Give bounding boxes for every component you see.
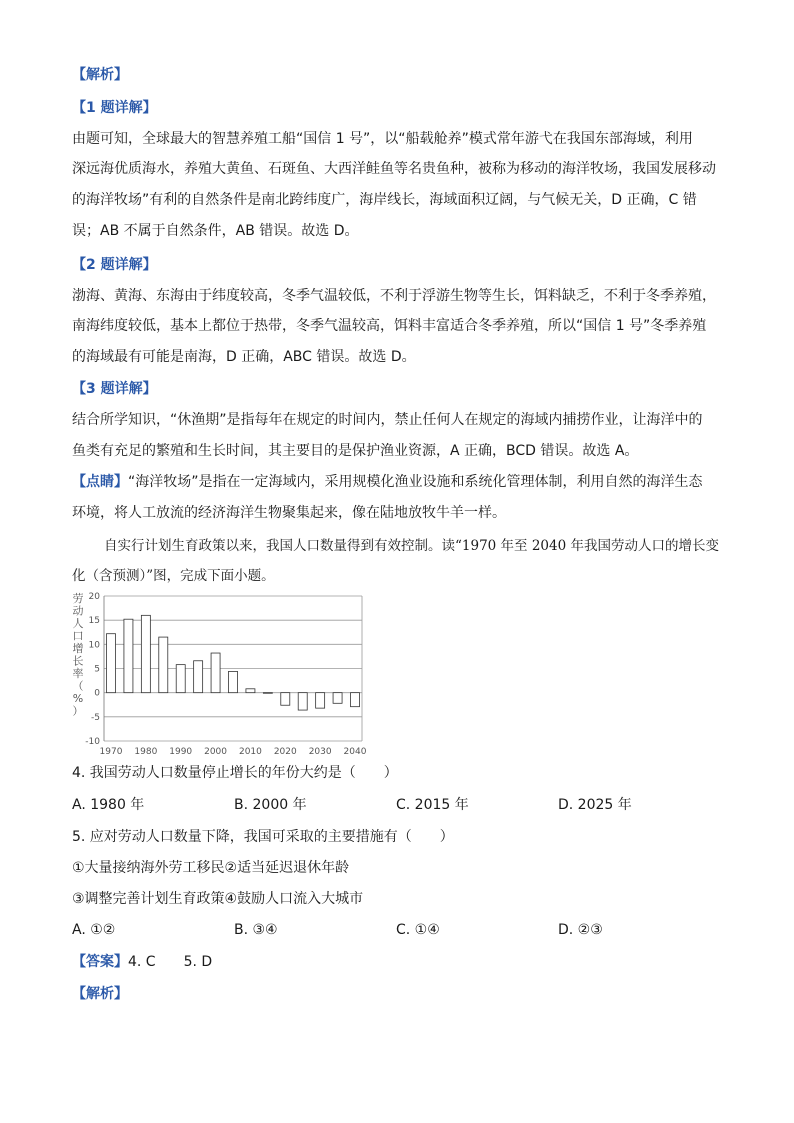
x-tick-label: 2040 xyxy=(343,747,367,757)
bar xyxy=(176,665,185,693)
y-axis-label-char: ） xyxy=(72,704,84,718)
q5-option-a: A. ①② xyxy=(72,922,116,938)
q1-detail-title: 【1 题详解】 xyxy=(72,100,157,116)
analysis-heading: 【解析】 xyxy=(72,67,128,83)
q4-option-d: D. 2025 年 xyxy=(558,797,632,813)
q4-option-b: B. 2000 年 xyxy=(234,797,307,813)
x-tick-label: 1980 xyxy=(134,747,158,757)
analysis-heading-2: 【解析】 xyxy=(72,986,128,1002)
labor-population-growth-chart xyxy=(66,588,376,758)
x-tick-label: 2000 xyxy=(204,747,228,757)
answer-text: 4. C 5. D xyxy=(128,954,213,970)
q1-text-line: 由题可知，全球最大的智慧养殖工船“国信 1 号”，以“船载舱养”模式常年游弋在我国东部海域，利用 xyxy=(72,131,693,147)
answer-line xyxy=(72,953,212,971)
q4-option-a: A. 1980 年 xyxy=(72,797,145,813)
q4-stem: 4. 我国劳动人口数量停止增长的年份大约是（ ） xyxy=(72,765,398,781)
bar xyxy=(159,637,168,693)
question-intro-line: 化（含预测）”图，完成下面小题。 xyxy=(72,568,275,584)
bar xyxy=(316,693,325,708)
bar xyxy=(229,671,238,692)
q5-stem: 5. 应对劳动人口数量下降，我国可采取的主要措施有（ ） xyxy=(72,829,454,845)
bar xyxy=(263,693,272,694)
q2-text-line: 南海纬度较低，基本上都位于热带，冬季气温较高，饵料丰富适合冬季养殖，所以“国信 1 号”冬季养殖 xyxy=(72,318,707,334)
tip-line xyxy=(72,473,703,491)
q5-option-d: D. ②③ xyxy=(558,922,603,938)
q5-option-c: C. ①④ xyxy=(396,922,440,938)
q3-text-line: 鱼类有充足的繁殖和生长时间，其主要目的是保护渔业资源，A 正确，BCD 错误。故选 A。 xyxy=(72,443,639,459)
question-intro-line: 自实行计划生育政策以来，我国人口数量得到有效控制。读“1970 年至 2040 年我国劳动人口的增长变 xyxy=(104,538,719,554)
y-tick-label: 5 xyxy=(94,664,100,675)
q2-text-line: 的海域最有可能是南海，D 正确，ABC 错误。故选 D。 xyxy=(72,349,416,365)
bar xyxy=(141,615,150,692)
x-tick-label: 1970 xyxy=(99,747,123,757)
tip-text: “海洋牧场”是指在一定海域内，采用规模化渔业设施和系统化管理体制，利用自然的海洋生态 xyxy=(128,474,703,490)
y-tick-label: -10 xyxy=(85,737,100,747)
answer-label: 【答案】 xyxy=(72,954,128,970)
x-tick-label: 1990 xyxy=(169,747,193,757)
q5-choices-line-1: ①大量接纳海外劳工移民②适当延迟退休年龄 xyxy=(72,860,350,876)
y-tick-label: 0 xyxy=(94,688,100,699)
bar xyxy=(246,689,255,693)
y-axis-label-char: 率 xyxy=(72,667,84,680)
q1-text-line: 误；AB 不属于自然条件，AB 错误。故选 D。 xyxy=(72,223,359,239)
x-tick-label: 2030 xyxy=(308,747,332,757)
q3-detail-title: 【3 题详解】 xyxy=(72,381,157,397)
q1-text-line: 深远海优质海水，养殖大黄鱼、石斑鱼、大西洋鲑鱼等名贵鱼种，被称为移动的海洋牧场，我国发展移动 xyxy=(72,161,716,177)
y-tick-label: -5 xyxy=(91,712,100,723)
q5-choices-line-2: ③调整完善计划生育政策④鼓励人口流入大城市 xyxy=(72,891,364,907)
bar xyxy=(333,693,342,704)
tip-label: 【点睛】 xyxy=(72,474,128,490)
y-axis-label-char: 增 xyxy=(72,642,84,655)
y-axis-label-char: 人 xyxy=(72,617,84,630)
bar xyxy=(124,619,133,692)
y-axis-label-char: % xyxy=(72,692,84,705)
q5-option-b: B. ③④ xyxy=(234,922,278,938)
q4-option-c: C. 2015 年 xyxy=(396,797,469,813)
q2-detail-title: 【2 题详解】 xyxy=(72,257,157,273)
q3-text-line: 结合所学知识，“休渔期”是指每年在规定的时间内，禁止任何人在规定的海域内捕捞作业，让海洋中的 xyxy=(72,412,703,428)
y-axis-label-char: 长 xyxy=(72,654,84,668)
bar xyxy=(298,693,307,710)
y-tick-label: 15 xyxy=(88,616,100,627)
q1-text-line: 的海洋牧场”有利的自然条件是南北跨纬度广，海岸线长，海域面积辽阔，与气候无关，D 正确，C 错 xyxy=(72,192,697,208)
bar xyxy=(351,693,360,707)
bar xyxy=(194,661,203,693)
y-axis-label-char: 口 xyxy=(72,629,84,643)
x-tick-label: 2020 xyxy=(273,747,297,757)
y-axis-label-char: 劳 xyxy=(72,592,84,605)
y-tick-label: 20 xyxy=(88,592,100,602)
x-tick-label: 2010 xyxy=(238,747,262,757)
q2-text-line: 渤海、黄海、东海由于纬度较高，冬季气温较低，不利于浮游生物等生长，饵料缺乏，不利于冬季养殖， xyxy=(72,288,716,304)
bar xyxy=(211,653,220,693)
tip-text-line: 环境，将人工放流的经济海洋生物聚集起来，像在陆地放牧牛羊一样。 xyxy=(72,505,506,521)
y-tick-label: 10 xyxy=(88,640,100,651)
y-axis-label-char: 动 xyxy=(72,604,84,618)
bar xyxy=(281,693,290,706)
y-axis-label-char: （ xyxy=(72,679,84,693)
bar xyxy=(107,634,116,693)
